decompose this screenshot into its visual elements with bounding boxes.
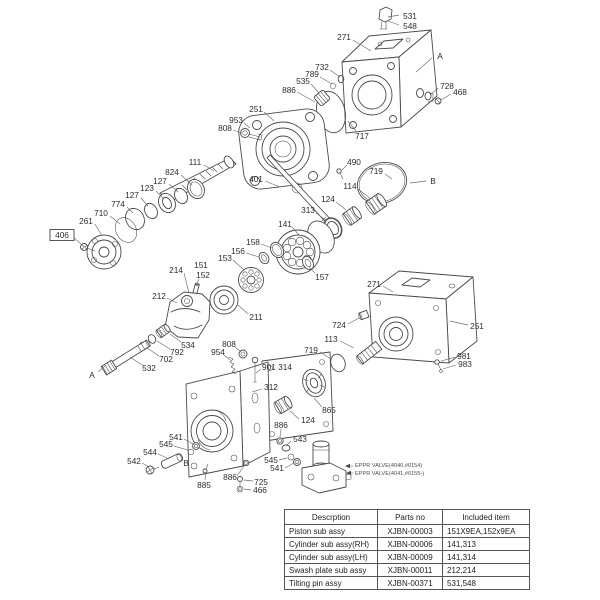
part-label: 886	[282, 85, 296, 95]
leader-line	[311, 84, 319, 93]
table-row	[285, 525, 530, 538]
part-label: 151	[194, 260, 208, 270]
leader-line	[320, 77, 332, 84]
leader-line	[410, 181, 426, 183]
leader-line	[285, 463, 294, 468]
part-label: 545	[264, 455, 278, 465]
part-label: 792	[170, 347, 184, 357]
part-label: 468	[453, 87, 467, 97]
part-label: 710	[94, 208, 108, 218]
part-label: 543	[293, 434, 307, 444]
leader-line	[443, 365, 456, 369]
shaft-rings	[111, 176, 208, 246]
swash-plate	[165, 292, 210, 338]
table-row	[285, 564, 530, 577]
leader-line	[287, 441, 291, 445]
eppr-note-2: EPPR VALVE(4041,#0155-)	[355, 471, 425, 477]
part-label: 153	[218, 253, 232, 263]
part-label: 886	[274, 420, 288, 430]
leader-line	[388, 21, 399, 25]
part-label: 214	[169, 265, 183, 275]
leader-line	[237, 466, 244, 476]
oring-719-lower	[328, 352, 347, 374]
leader-line	[130, 357, 142, 365]
part-label: 127	[153, 176, 167, 186]
table-row	[285, 577, 530, 590]
part-label: 401	[249, 174, 263, 184]
part-label: 886	[223, 472, 237, 482]
part-label: 725	[254, 477, 268, 487]
part-label: B	[183, 458, 189, 468]
part-label: 789	[305, 69, 319, 79]
part-label: 111	[188, 157, 202, 167]
part-label: 466	[253, 485, 267, 495]
parts-table	[284, 509, 530, 590]
leader-line	[244, 480, 253, 481]
leader-line	[330, 70, 340, 77]
leader-line	[238, 305, 248, 314]
part-label: 724	[332, 320, 346, 330]
seal-cover	[87, 235, 121, 269]
pin-544	[160, 453, 183, 470]
part-label: 490	[347, 157, 361, 167]
part-label: 541	[169, 432, 183, 442]
collar-156	[257, 251, 271, 266]
right-pump-housing	[369, 271, 477, 363]
table-cell: XJBN-00011	[378, 564, 443, 577]
part-label: 406	[55, 230, 69, 240]
part-label: 211	[249, 312, 263, 322]
retainer-plate-153	[239, 268, 264, 293]
part-label: 123	[140, 183, 154, 193]
part-label: 541	[270, 463, 284, 473]
spring-954	[229, 357, 236, 374]
part-label: 732	[315, 62, 329, 72]
part-label: 901 314	[262, 362, 292, 372]
table-cell: XJBN-00003	[378, 525, 443, 538]
screw-542	[146, 466, 159, 474]
leader-line	[142, 463, 149, 467]
table-cell: 151X9EA,152x9EA	[443, 525, 530, 538]
part-label: 157	[315, 272, 329, 282]
part-label: 544	[143, 447, 157, 457]
table-cell: 531,548	[443, 577, 530, 590]
col-header-included-item: Included item	[443, 510, 530, 525]
leader-line	[385, 174, 392, 179]
part-label: 548	[403, 21, 417, 31]
part-label: 113	[324, 334, 338, 344]
part-label: 981	[457, 351, 471, 361]
part-label: 719	[304, 345, 318, 355]
part-label: B	[430, 176, 436, 186]
part-label: 261	[79, 216, 93, 226]
part-label: 141	[278, 219, 292, 229]
part-label: 124	[301, 415, 315, 425]
table-cell: Tilting pin assy	[285, 577, 378, 590]
part-label: 271	[337, 32, 351, 42]
col-header-parts-no: Parts no	[378, 510, 443, 525]
table-cell: Cylinder sub assy(RH)	[285, 538, 378, 551]
part-label: 127	[125, 190, 139, 200]
rear-housing	[342, 30, 437, 133]
part-label: 885	[197, 480, 211, 490]
part-label: 114	[343, 181, 357, 191]
part-label: 545	[159, 439, 173, 449]
bushing-114	[364, 192, 389, 216]
leader-line	[110, 216, 120, 224]
part-label: A	[89, 370, 95, 380]
table-header-row	[285, 510, 530, 525]
part-label: 702	[159, 354, 173, 364]
leader-line	[279, 458, 287, 460]
part-label: 808	[222, 339, 236, 349]
part-label: 531	[403, 11, 417, 21]
part-label: 251	[249, 104, 263, 114]
part-label: 719	[369, 166, 383, 176]
leader-line	[157, 341, 170, 349]
leader-line	[95, 224, 102, 236]
leader-line	[147, 348, 159, 356]
leader-line	[141, 198, 148, 206]
shoe-plate-211	[210, 286, 238, 314]
part-label: A	[437, 51, 443, 61]
part-label: 953	[229, 115, 243, 125]
table-row	[285, 538, 530, 551]
leader-line	[336, 202, 346, 210]
table-cell: 212,214	[443, 564, 530, 577]
pump-body-front	[186, 362, 270, 477]
part-label: 532	[142, 363, 156, 373]
eppr-valve	[302, 441, 351, 493]
table-cell: Cylinder sub assy(LH)	[285, 551, 378, 564]
table-cell: XJBN-00009	[378, 551, 443, 564]
leader-line	[184, 273, 189, 293]
part-label: 124	[321, 194, 335, 204]
leader-line	[174, 446, 188, 450]
leader-line	[441, 94, 451, 100]
part-label: 728	[440, 81, 454, 91]
leader-line	[244, 489, 251, 490]
part-label: 808	[218, 123, 232, 133]
screw-490	[337, 169, 343, 179]
plug-724	[358, 310, 369, 320]
table-cell: XJBN-00371	[378, 577, 443, 590]
leader-line	[297, 92, 315, 102]
leader-line	[340, 341, 354, 348]
part-label: 271	[367, 279, 381, 289]
table-cell: Swash plate sub assy	[285, 564, 378, 577]
part-label: 156	[231, 246, 245, 256]
part-label: 251	[470, 321, 484, 331]
table-cell: Piston sub assy	[285, 525, 378, 538]
leader-line	[74, 238, 81, 244]
part-label: 717	[355, 131, 369, 141]
leader-line	[348, 318, 359, 324]
part-label: 152	[196, 270, 210, 280]
part-label: 774	[111, 199, 125, 209]
part-label: 312	[264, 382, 278, 392]
table-cell: 141,314	[443, 551, 530, 564]
part-label: 542	[127, 456, 141, 466]
part-label: 534	[181, 340, 195, 350]
leader-line	[233, 260, 244, 270]
part-label: 313	[301, 205, 315, 215]
leader-line	[158, 454, 169, 459]
pin-151-152	[193, 282, 200, 294]
part-label: 954	[211, 347, 225, 357]
col-header-description: Descrption	[285, 510, 378, 525]
part-label: 535	[296, 76, 310, 86]
part-label: 983	[458, 359, 472, 369]
part-label: 824	[165, 167, 179, 177]
part-label: 865	[322, 405, 336, 415]
part-label: 212	[152, 291, 166, 301]
table-cell: XJBN-00006	[378, 538, 443, 551]
leader-line	[127, 207, 133, 213]
table-row	[285, 551, 530, 564]
leader-line	[246, 253, 259, 257]
part-label: 158	[246, 237, 260, 247]
eppr-note-1: EPPR VALVE(4040,#0154)	[355, 463, 423, 469]
table-cell: 141,313	[443, 538, 530, 551]
tilting-pin	[379, 7, 392, 29]
